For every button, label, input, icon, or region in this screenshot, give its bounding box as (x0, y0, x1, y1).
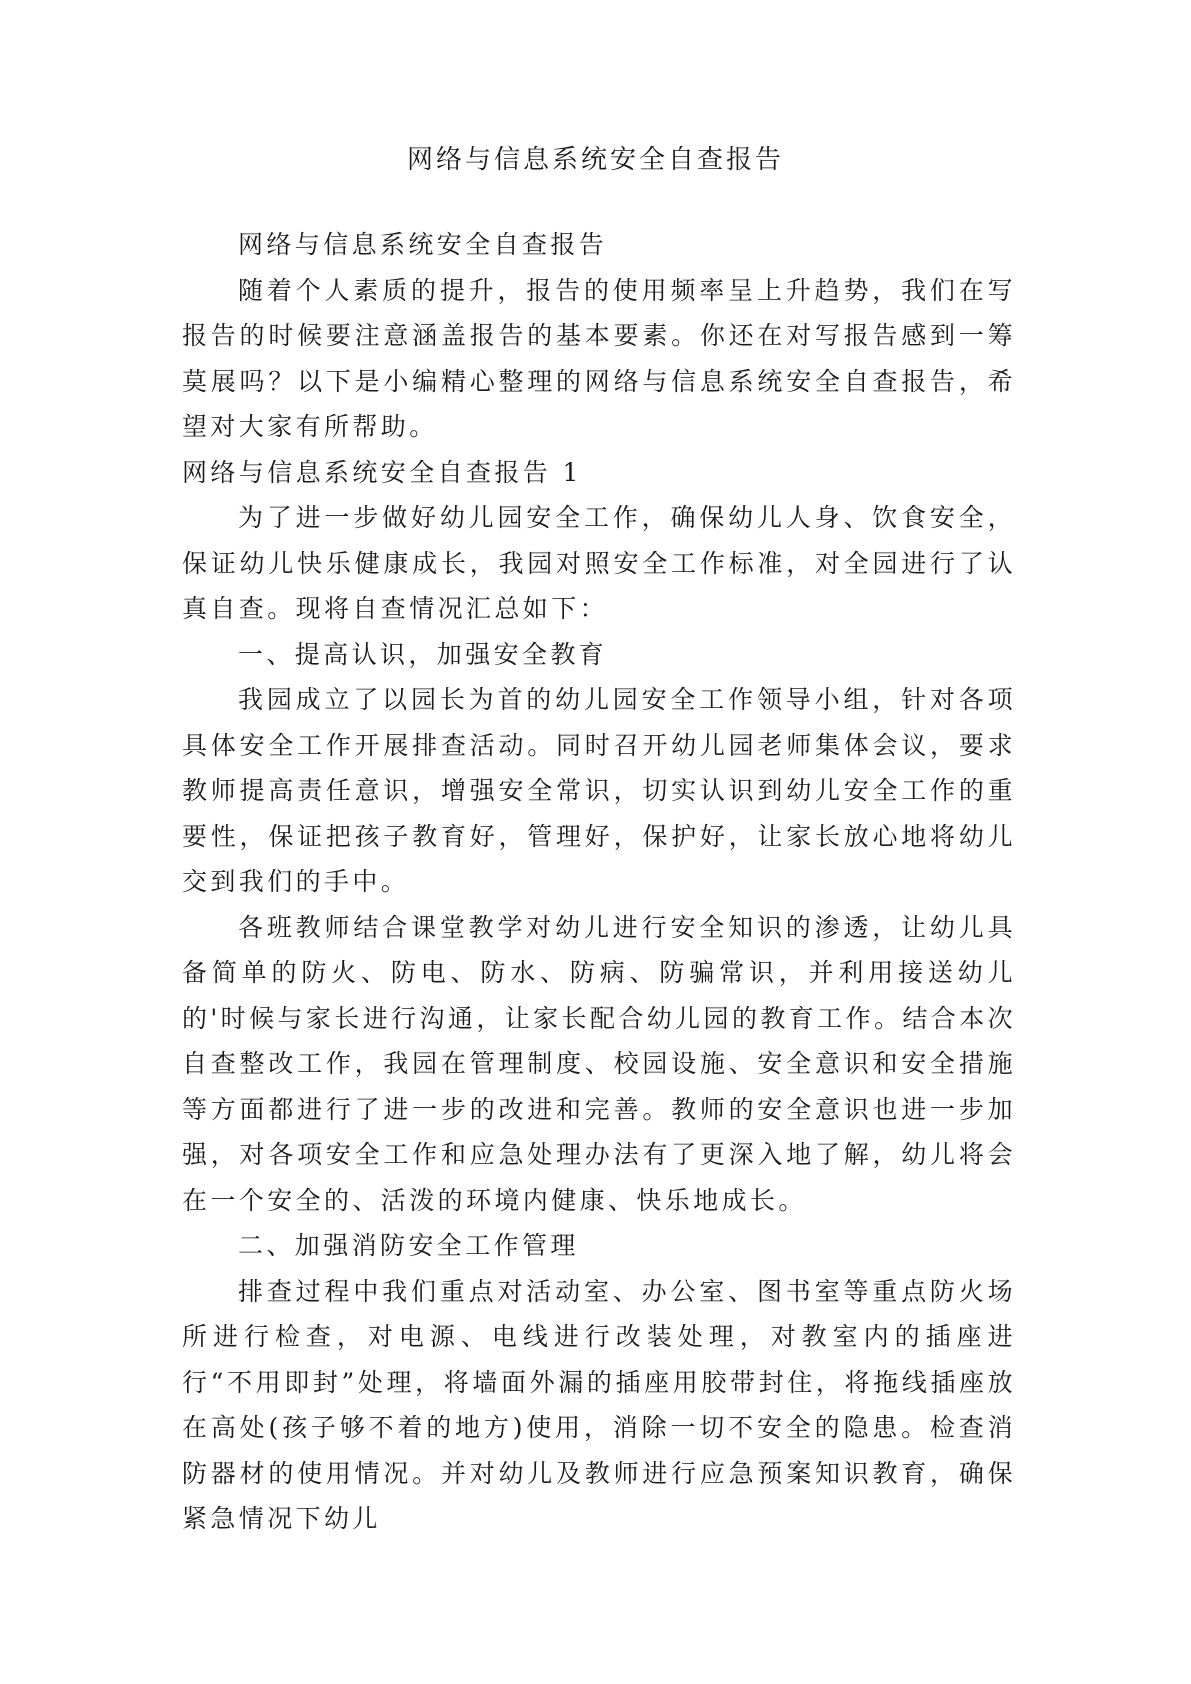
section-heading: 网络与信息系统安全自查报告 1 (182, 457, 582, 487)
paragraph: 网络与信息系统安全自查报告 (238, 230, 608, 259)
paragraph: 排查过程中我们重点对活动室、办公室、图书室等重点防火场所进行检查，对电源、电线进行改装处理，对教室内的插座进行“不用即封”处理，将墙面外漏的插座用胶带封住，将拖线插座放在高处(孩子够不着的地方)使用，消除一切不安全的隐患。检查消防器材的使用情况。并对幼儿及教师进行应急预案知识教育，确保紧急情况下幼儿 (182, 1276, 1016, 1533)
paragraph: 为了进一步做好幼儿园安全工作，确保幼儿人身、饮食安全，保证幼儿快乐健康成长，我园对照安全工作标准，对全园进行了认真自查。现将自查情况汇总如下： (182, 503, 1016, 623)
paragraph: 各班教师结合课堂教学对幼儿进行安全知识的渗透，让幼儿具备简单的防火、防电、防水、防病、防骗常识，并利用接送幼儿的'时候与家长进行沟通，让家长配合幼儿园的教育工作。结合本次自查整改工作，我园在管理制度、校园设施、安全意识和安全措施等方面都进行了进一步的改进和完善。教师的安全意识也进一步加强，对各项安全工作和应急处理办法有了更深入地了解，幼儿将会在一个安全的、活泼的环境内健康、快乐地成长。 (182, 912, 1017, 1215)
subsection-heading: 一、提高认识，加强安全教育 (238, 639, 608, 669)
document-body (182, 222, 1016, 1542)
paragraph: 随着个人素质的提升，报告的使用频率呈上升趋势，我们在写报告的时候要注意涵盖报告的基本要素。你还在对写报告感到一筹莫展吗？以下是小编精心整理的网络与信息系统安全自查报告，希望对大家有所帮助。 (182, 275, 1016, 441)
paragraph: 我园成立了以园长为首的幼儿园安全工作领导小组，针对各项具体安全工作开展排查活动。同时召开幼儿园老师集体会议，要求教师提高责任意识，增强安全常识，切实认识到幼儿安全工作的重要性，保证把孩子教育好，管理好，保护好，让家长放心地将幼儿交到我们的手中。 (182, 685, 1016, 896)
document-title: 网络与信息系统安全自查报告 (406, 145, 784, 175)
subsection-heading: 二、加强消防安全工作管理 (238, 1231, 579, 1260)
